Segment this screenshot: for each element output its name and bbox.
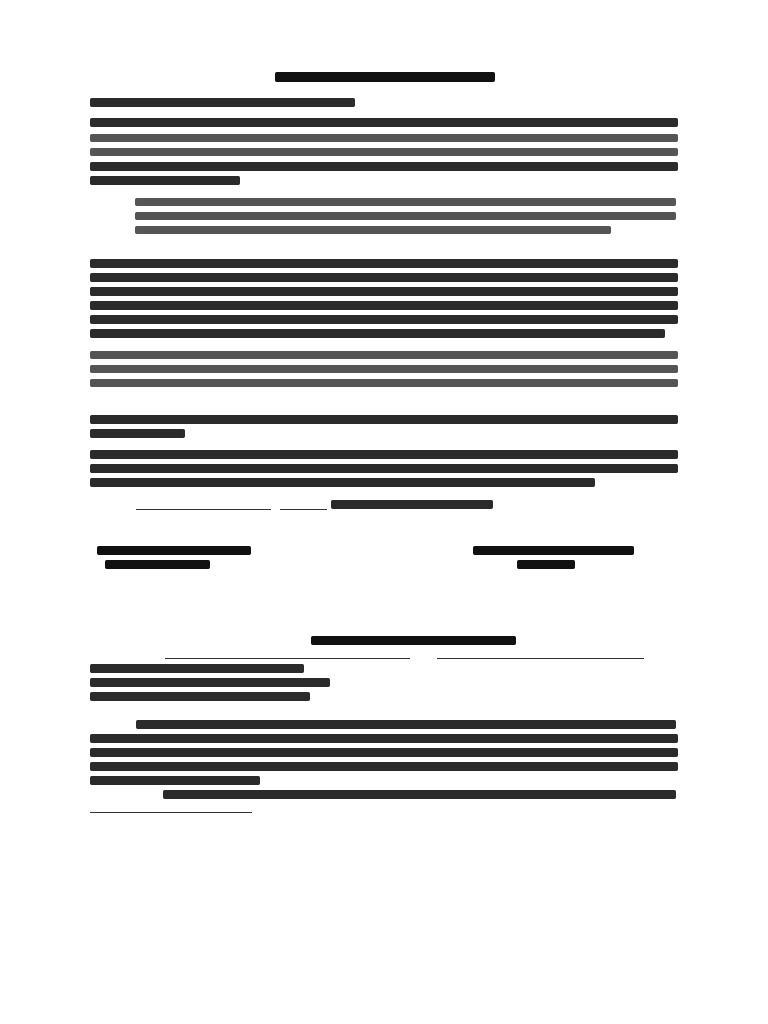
text-line [90, 162, 678, 171]
place-blank-line [90, 812, 252, 813]
text-line [90, 287, 678, 296]
text-line [135, 226, 611, 234]
principal-role-line [517, 560, 575, 569]
text-line [90, 148, 678, 156]
date-line [331, 500, 493, 509]
witness-heading-line [311, 636, 516, 645]
text-line [90, 464, 678, 473]
text-line [90, 273, 678, 282]
text-line [90, 429, 185, 438]
venue-line [90, 692, 310, 701]
text-line [90, 315, 678, 324]
document-title [275, 72, 495, 82]
acknowledgment-line [136, 720, 676, 729]
witness-line [437, 658, 644, 659]
text-line [90, 478, 595, 487]
principal-name-line [473, 546, 634, 555]
acknowledgment-line [90, 748, 678, 757]
text-line [135, 212, 676, 220]
venue-line [90, 664, 304, 673]
acknowledgment-line [90, 776, 260, 785]
heading-line [90, 98, 355, 107]
text-line [90, 415, 678, 424]
text-line [90, 351, 678, 359]
text-line [90, 176, 240, 185]
acknowledgment-line [90, 762, 678, 771]
attorney-role-line [105, 560, 210, 569]
text-line [90, 379, 678, 387]
acknowledgment-line [90, 734, 678, 743]
date-blank-line [136, 509, 271, 510]
attorney-name-line [97, 546, 251, 555]
date-blank-line [280, 509, 327, 510]
text-line [90, 134, 678, 142]
text-line [90, 259, 678, 268]
text-line [90, 329, 665, 338]
text-line [135, 198, 676, 206]
text-line [90, 118, 678, 127]
text-line [90, 450, 678, 459]
witness-line [165, 658, 410, 659]
venue-line [90, 678, 330, 687]
text-line [90, 365, 678, 373]
text-line [90, 301, 678, 310]
witness-hand-line [163, 790, 676, 799]
